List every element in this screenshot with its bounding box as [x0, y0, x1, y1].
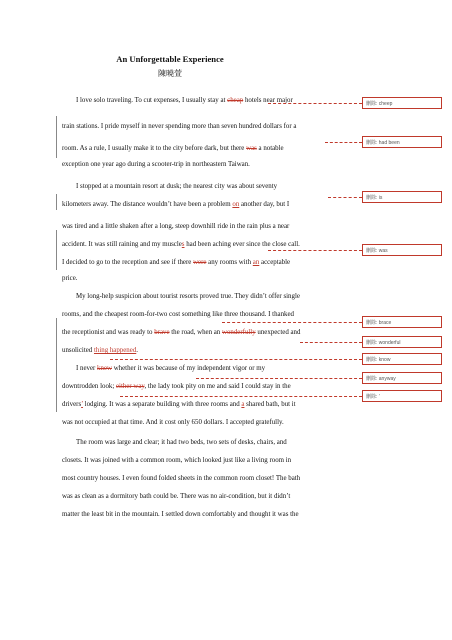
- tracked-insertion: s: [181, 241, 185, 248]
- text-line: [62, 222, 289, 232]
- author-name: 陳曉萱: [158, 69, 182, 78]
- tracked-deletion: were: [193, 259, 207, 266]
- text-line: [62, 240, 300, 250]
- text-run: , the lady took pity on me and said I could stay in the: [144, 383, 291, 390]
- document-title: An Unforgettable Experience: [116, 54, 224, 64]
- text-line: [62, 346, 138, 356]
- text-run: I stopped at a mountain resort at dusk; the nearest city was about seventy: [76, 183, 278, 190]
- text-run: room. As a rule, I usually make it to the city before dark, but there: [62, 145, 247, 152]
- tracked-deletion: either way: [115, 383, 145, 390]
- text-line: [76, 96, 293, 106]
- text-line: [76, 438, 287, 448]
- text-line: [62, 456, 291, 466]
- comment-balloon[interactable]: 刪除: wonderful: [362, 336, 442, 348]
- tracked-deletion: wonderfully: [221, 329, 256, 336]
- tracked-insertion: on: [232, 201, 240, 208]
- text-line: [62, 510, 299, 520]
- text-run: was not occupied at that time. And it cost only 650 dollars. I accepted gratefully.: [62, 419, 284, 426]
- text-run: the road, when an: [169, 329, 222, 336]
- text-line: [62, 492, 290, 502]
- tracked-deletion: knew: [97, 365, 112, 372]
- comment-balloon[interactable]: 刪除: ’: [362, 390, 442, 402]
- text-run: another day, but I: [239, 201, 290, 208]
- comment-leader-line: [196, 378, 362, 379]
- change-bar: [56, 116, 57, 158]
- text-run: a notable: [256, 145, 284, 152]
- text-run: I never: [76, 365, 98, 372]
- text-run: price.: [62, 275, 78, 282]
- text-line: [62, 418, 284, 428]
- comment-balloon[interactable]: 刪除: had been: [362, 136, 442, 148]
- text-line: [62, 328, 300, 338]
- comment-leader-line: [300, 342, 362, 343]
- comment-leader-line: [328, 197, 362, 198]
- text-line: [62, 122, 296, 132]
- text-run: My long-help suspicion about tourist resorts proved true. They didn’t offer single: [76, 293, 300, 300]
- text-run: I decided to go to the reception and see if there: [62, 259, 194, 266]
- tracked-deletion: brave: [154, 329, 170, 336]
- text-run: rooms, and the cheapest room-for-two cost something like three thousand. I thanked: [62, 311, 294, 318]
- text-run: most country houses. I even found folded sheets in the common room closet! The bath: [62, 475, 301, 482]
- tracked-deletion: was: [246, 145, 257, 152]
- comment-leader-line: [325, 142, 362, 143]
- comment-balloon[interactable]: 刪除: know: [362, 353, 442, 365]
- text-line: [76, 182, 277, 192]
- comment-balloon[interactable]: 刪除: brace: [362, 316, 442, 328]
- text-run: was as clean as a dormitory bath could be. There was no air-condition, but it didn’t: [62, 493, 291, 500]
- text-run: .: [136, 347, 138, 354]
- comment-balloon[interactable]: 刪除: cheep: [362, 97, 442, 109]
- text-line: [62, 474, 300, 484]
- text-line: [62, 400, 296, 410]
- change-bar: [56, 230, 57, 270]
- text-run: closets. It was joined with a common room, which looked just like a living room in: [62, 457, 292, 464]
- text-line: [62, 200, 289, 210]
- tracked-deletion: cheap: [227, 97, 244, 104]
- text-run: acceptable: [259, 259, 291, 266]
- comment-leader-line: [120, 396, 362, 397]
- text-run: unsolicited: [62, 347, 94, 354]
- text-run: had been aching ever since the close call.: [184, 241, 300, 248]
- text-run: kilometers away. The distance wouldn’t have been a problem: [62, 201, 233, 208]
- text-run: shared bath, but it: [244, 401, 296, 408]
- text-line: [62, 144, 284, 154]
- text-run: lodging. It was a separate building with three rooms and: [82, 401, 242, 408]
- text-run: matter the least bit in the mountain. I settled down comfortably and thought it was the: [62, 511, 299, 518]
- text-run: The room was large and clear; it had two beds, two sets of desks, chairs, and: [76, 439, 287, 446]
- text-line: [76, 292, 300, 302]
- comment-leader-line: [222, 322, 362, 323]
- comment-balloon[interactable]: 刪除: was: [362, 244, 442, 256]
- text-run: the receptionist and was ready to: [62, 329, 155, 336]
- tracked-insertion: a: [241, 401, 245, 408]
- tracked-insertion: ’: [81, 401, 83, 408]
- text-line: [62, 310, 294, 320]
- text-line: [62, 160, 250, 170]
- text-line: [62, 274, 78, 284]
- change-bar: [56, 194, 57, 210]
- text-run: I love solo traveling. To cut expenses, I usually stay at: [76, 97, 228, 104]
- text-run: hotels near major: [243, 97, 293, 104]
- text-run: was tired and a little shaken after a long, steep downhill ride in the rain plus a near: [62, 223, 290, 230]
- tracked-insertion: an: [252, 259, 260, 266]
- text-run: unexpected and: [255, 329, 301, 336]
- text-line: [62, 382, 291, 392]
- text-line: [62, 258, 290, 268]
- tracked-insertion: thing happened: [93, 347, 137, 354]
- comment-balloon[interactable]: 刪除: is: [362, 191, 442, 203]
- text-run: drivers: [62, 401, 82, 408]
- text-run: accident. It was still raining and my muscle: [62, 241, 182, 248]
- comment-leader-line: [110, 359, 362, 360]
- text-line: [76, 364, 265, 374]
- comment-leader-line: [268, 250, 362, 251]
- text-run: any rooms with: [206, 259, 253, 266]
- comment-balloon[interactable]: 刪除: anyway: [362, 372, 442, 384]
- text-run: exception one year ago during a scooter-trip in northeastern Taiwan.: [62, 161, 250, 168]
- comment-leader-line: [268, 103, 362, 104]
- text-run: downtrodden look;: [62, 383, 116, 390]
- change-bar: [56, 318, 57, 412]
- text-run: whether it was because of my independent vigor or my: [111, 365, 266, 372]
- text-run: train stations. I pride myself in never spending more than seven hundred dollars for a: [62, 123, 297, 130]
